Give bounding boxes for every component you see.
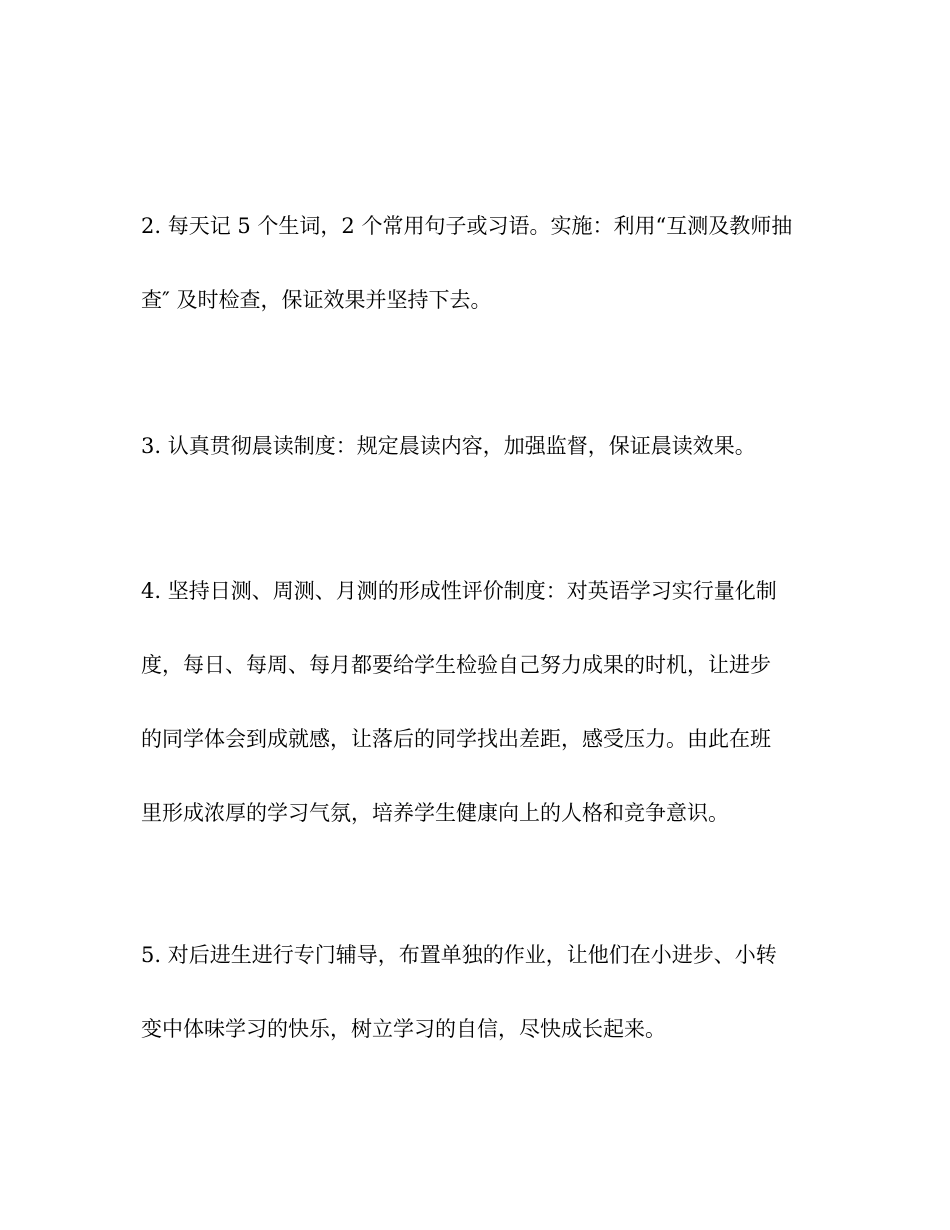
- paragraph-line: 4. 坚持日测、周测、月测的形成性评价制度：对英语学习实行量化制: [141, 579, 777, 603]
- paragraph-line: 5. 对后进生进行专门辅导，布置单独的作业，让他们在小进步、小转: [141, 943, 777, 967]
- paragraph-line: 的同学体会到成就感，让落后的同学找出差距，感受压力。由此在班: [141, 727, 771, 751]
- paragraph-line: 里形成浓厚的学习气氛，培养学生健康向上的人格和竞争意识。: [141, 801, 729, 825]
- paragraph-line: 2. 每天记 5 个生词，2 个常用句子或习语。实施：利用“互测及教师抽: [141, 214, 793, 238]
- paragraph-line: 度，每日、每周、每月都要给学生检验自己努力成果的时机，让进步: [141, 653, 771, 677]
- paragraph-item-4: [141, 554, 821, 850]
- paragraph-item-5: [141, 918, 821, 1066]
- paragraph-line: 变中体味学习的快乐，树立学习的自信，尽快成长起来。: [141, 1017, 666, 1041]
- paragraph-item-3: [141, 409, 821, 483]
- paragraph-item-2: [141, 189, 821, 337]
- paragraph-line: 3. 认真贯彻晨读制度：规定晨读内容，加强监督，保证晨读效果。: [141, 434, 756, 458]
- paragraph-line: 查″ 及时检查，保证效果并坚持下去。: [141, 288, 492, 312]
